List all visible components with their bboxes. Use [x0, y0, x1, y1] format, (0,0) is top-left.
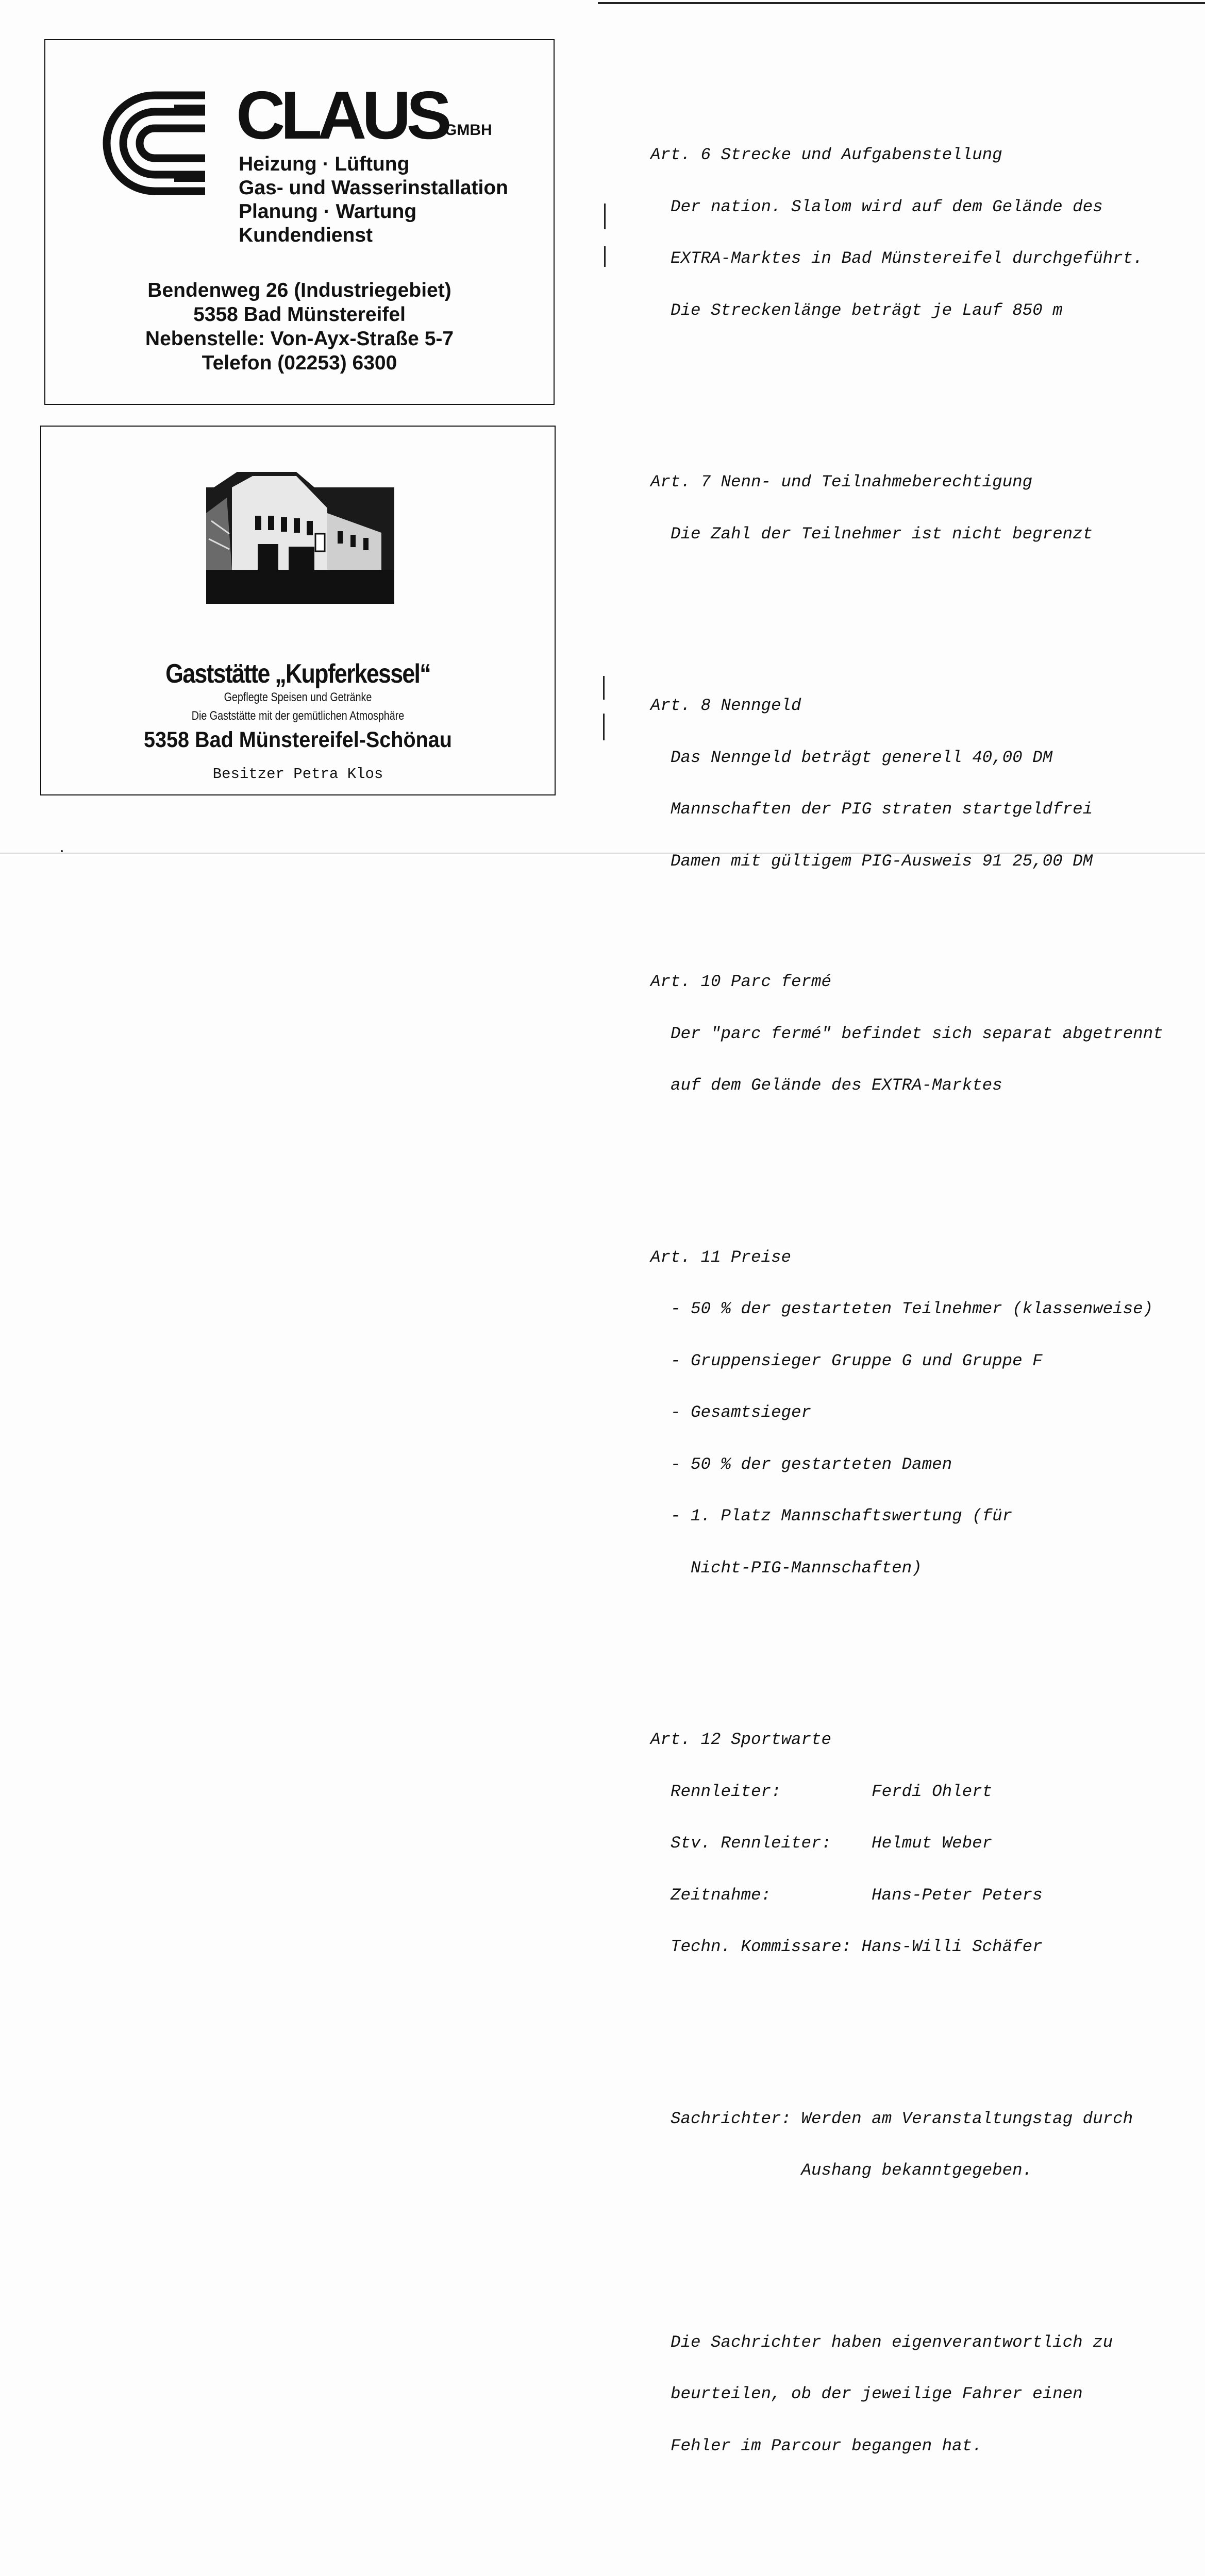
article-line: Die Sachrichter haben eigenverantwortlich zu [650, 2332, 1113, 2352]
article-line: - 50 % der gestarteten Damen [650, 1454, 952, 1474]
gutter-mark [604, 246, 606, 267]
article-line: Rennleiter: Ferdi Ohlert [650, 1782, 993, 1801]
article-heading: Art. 7 Nenn- und Teilnahmeberechtigung [650, 472, 1033, 492]
article-line: - Gruppensieger Gruppe G und Gruppe F [650, 1351, 1043, 1370]
address-line: Bendenweg 26 (Industriegebiet) [147, 279, 451, 301]
service-line: Heizung · Lüftung [239, 153, 410, 175]
claus-logo-icon [97, 89, 205, 197]
claus-address [45, 278, 554, 375]
gutter-mark [603, 714, 605, 740]
claus-brand-name: CLAUS [236, 77, 447, 153]
article-7 [650, 439, 1163, 577]
service-line: Gas- und Wasserinstallation [239, 177, 508, 199]
article-6 [650, 112, 1163, 353]
article-line: - Gesamtsieger [650, 1403, 812, 1422]
article-heading: Art. 8 Nenngeld [650, 696, 801, 715]
article-line: Zeitnahme: Hans-Peter Peters [650, 1885, 1043, 1905]
gaststaette-city: 5358 Bad Münstereifel-Schönau [144, 727, 452, 752]
gaststaette-title: Gaststätte „Kupferkessel“ [165, 659, 430, 689]
article-line: Aushang bekanntgegeben. [650, 2161, 1033, 2180]
claus-legal-suffix: GMBH [445, 122, 492, 139]
article-line: auf dem Gelände des EXTRA-Marktes [650, 1076, 1002, 1095]
address-line: Nebenstelle: Von-Ayx-Straße 5-7 [145, 328, 454, 350]
article-heading: Art. 6 Strecke und Aufgabenstellung [650, 145, 1002, 164]
gutter-mark [604, 204, 606, 229]
article-line: Sachrichter: Werden am Veranstaltungstag durch [650, 2109, 1133, 2128]
claus-advertisement [44, 39, 555, 405]
article-line: Der nation. Slalom wird auf dem Gelände des [650, 197, 1103, 216]
article-8 [650, 663, 1163, 904]
address-line: 5358 Bad Münstereifel [193, 303, 406, 326]
article-line: Die Zahl der Teilnehmer ist nicht begrenzt [650, 524, 1093, 544]
article-10 [650, 939, 1163, 1129]
article-line: Fehler im Parcour begangen hat. [650, 2436, 982, 2455]
article-heading: Art. 12 Sportwarte [650, 1730, 832, 1749]
service-line: Planung · Wartung [239, 200, 417, 223]
article-line: Damen mit gültigem PIG-Ausweis 91 25,00 DM [650, 851, 1093, 871]
gaststaette-subtitle: Gepflegte Speisen und Getränke [224, 690, 372, 704]
article-heading: Art. 11 Preise [650, 1247, 792, 1267]
article-line: EXTRA-Marktes in Bad Münstereifel durchgeführt. [650, 249, 1143, 268]
article-line: Mannschaften der PIG straten startgeldfrei [650, 800, 1093, 819]
article-11 [650, 1214, 1163, 1612]
sachrichter-block [650, 2076, 1163, 2214]
claus-services [239, 152, 508, 247]
article-line: - 50 % der gestarteten Teilnehmer (klassenweise) [650, 1299, 1153, 1318]
gaststaette-tagline: Die Gaststätte mit der gemütlichen Atmosphäre [191, 709, 405, 723]
article-heading: Art. 10 Parc fermé [650, 972, 832, 991]
article-12 [650, 1697, 1163, 1990]
article-line: Das Nenngeld beträgt generell 40,00 DM [650, 748, 1053, 767]
address-line: Telefon (02253) 6300 [202, 352, 397, 374]
regulations-text [650, 77, 1163, 2576]
building-photo [206, 472, 394, 604]
scan-speck [61, 850, 63, 852]
article-line: Die Streckenlänge beträgt je Lauf 850 m [650, 300, 1063, 320]
article-line: Techn. Kommissare: Hans-Willi Schäfer [650, 1937, 1043, 1956]
scan-edge-line [598, 2, 1205, 4]
article-line: Der "parc fermé" befindet sich separat abgetrennt [650, 1024, 1163, 1043]
article-line: beurteilen, ob der jeweilige Fahrer einen [650, 2384, 1083, 2403]
article-line: Stv. Rennleiter: Helmut Weber [650, 1834, 993, 1853]
article-line: - 1. Platz Mannschaftswertung (für [650, 1506, 1013, 1526]
article-line: Nicht-PIG-Mannschaften) [650, 1558, 922, 1578]
gaststaette-advertisement [40, 426, 556, 795]
gaststaette-owner: Besitzer Petra Klos [212, 766, 383, 783]
sachrichter-note [650, 2299, 1163, 2489]
gutter-mark [603, 676, 605, 700]
service-line: Kundendienst [239, 224, 373, 246]
